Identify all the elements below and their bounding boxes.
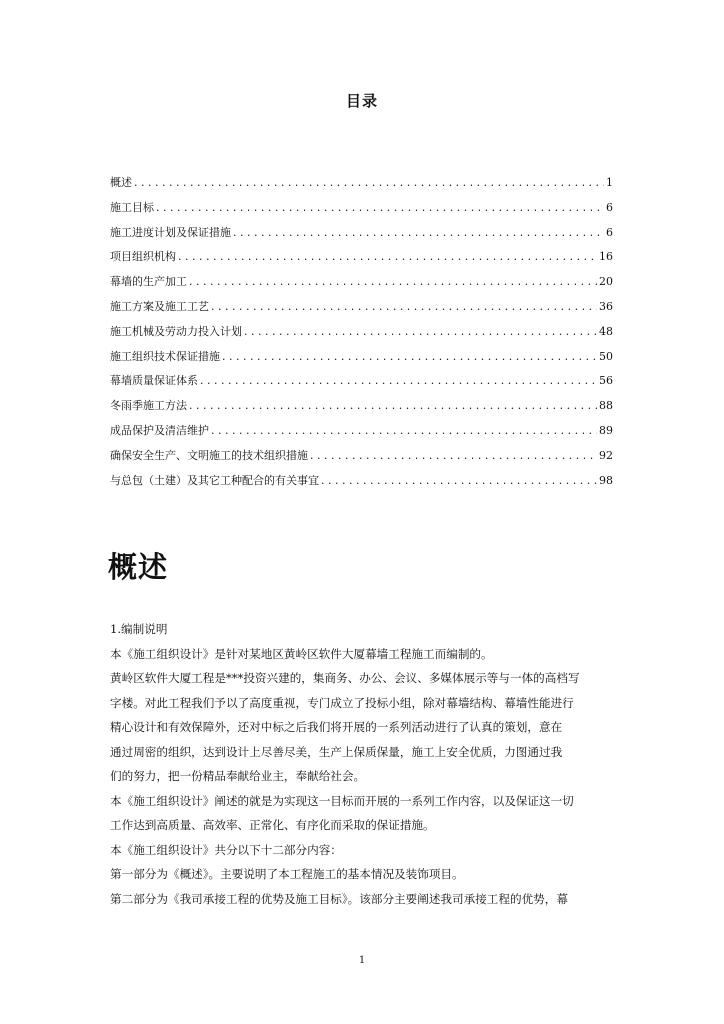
toc-entry-page: 16 (599, 250, 613, 264)
toc-leader-dots (156, 200, 604, 216)
toc-leader-dots (134, 175, 604, 191)
subheading: 1.编制说明 (110, 622, 168, 636)
toc-entry-page: 89 (599, 423, 613, 437)
body-line: 本《施工组织设计》阐述的就是为实现这一目标而开展的一系列工作内容，以及保证这一切 (110, 793, 574, 808)
body-line: 本《施工组织设计》共分以下十二部分内容： (110, 842, 342, 857)
body-line: 工作达到高质量、高效率、正常化、有序化而采取的保证措施。 (110, 818, 435, 832)
toc-leader-dots (244, 324, 597, 340)
toc-leader-dots (310, 448, 597, 464)
table-of-contents (110, 175, 613, 497)
toc-entry[interactable] (110, 473, 613, 498)
body-line: 通过周密的组织，达到设计上尽善尽美，生产上保质保量，施工上安全优质，力图通过我 (110, 744, 563, 759)
toc-leader-dots (200, 373, 597, 389)
toc-entry-label: 确保安全生产、文明施工的技术组织措施 (110, 448, 308, 462)
toc-leader-dots (211, 299, 597, 315)
toc-entry[interactable] (110, 175, 613, 200)
toc-entry-label: 概述 (110, 176, 132, 189)
toc-entry[interactable] (110, 249, 613, 274)
toc-entry-page: 1 (606, 176, 613, 189)
toc-leader-dots (211, 423, 597, 439)
toc-entry-label: 成品保护及清洁维护 (110, 423, 209, 437)
toc-entry-label: 施工组织技术保证措施 (110, 349, 220, 363)
toc-entry-label: 施工目标 (110, 200, 154, 214)
section-heading: 概述 (108, 550, 169, 584)
body-line: 黄岭区软件大厦工程是***投资兴建的，集商务、办公、会议、多媒体展示等与一体的高档写 (110, 671, 580, 685)
toc-entry[interactable] (110, 200, 613, 225)
toc-entry-page: 56 (599, 374, 613, 388)
toc-entry-label: 施工机械及劳动力投入计划 (110, 324, 242, 338)
toc-entry-page: 92 (599, 448, 613, 462)
toc-entry-label: 项目组织机构 (110, 250, 176, 264)
body-line: 第一部分为《概述》。主要说明了本工程施工的基本情况及装饰项目。 (110, 867, 464, 881)
section-body (110, 617, 616, 911)
toc-leader-dots (233, 225, 604, 241)
toc-leader-dots (321, 473, 597, 489)
toc-entry[interactable] (110, 274, 613, 299)
toc-entry[interactable] (110, 349, 613, 374)
toc-leader-dots (222, 349, 597, 365)
toc-entry[interactable] (110, 324, 613, 349)
toc-entry-page: 98 (599, 473, 613, 487)
toc-entry-label: 施工进度计划及保证措施 (110, 225, 231, 239)
toc-entry[interactable] (110, 225, 613, 250)
toc-leader-dots (189, 274, 597, 290)
toc-title: 目录 (345, 92, 378, 110)
toc-entry[interactable] (110, 448, 613, 473)
page-number: 1 (358, 955, 366, 966)
toc-entry-label: 冬雨季施工方法 (110, 399, 187, 413)
body-line: 字楼。对此工程我们予以了高度重视，专门成立了投标小组，除对幕墙结构、幕墙性能进行 (110, 695, 574, 710)
body-line: 精心设计和有效保障外，还对中标之后我们将开展的一系列活动进行了认真的策划，意在 (110, 720, 563, 734)
toc-leader-dots (178, 249, 597, 265)
toc-entry-label: 与总包（土建）及其它工种配合的有关事宜 (110, 473, 319, 487)
toc-leader-dots (189, 398, 597, 414)
toc-entry-page: 36 (599, 299, 613, 313)
toc-entry-page: 48 (599, 324, 613, 338)
toc-entry-label: 幕墙的生产加工 (110, 275, 187, 289)
toc-entry-page: 50 (599, 349, 613, 363)
body-line: 们的努力，把一份精品奉献给业主，奉献给社会。 (110, 769, 366, 783)
toc-entry[interactable] (110, 398, 613, 423)
toc-entry-page: 6 (606, 225, 613, 239)
toc-entry[interactable] (110, 423, 613, 448)
body-line: 第二部分为《我司承接工程的优势及施工目标》。该部分主要阐述我司承接工程的优势，幕 (110, 891, 568, 906)
toc-entry-label: 幕墙质量保证体系 (110, 374, 198, 388)
toc-entry[interactable] (110, 373, 613, 398)
body-line: 本《施工组织设计》是针对某地区黄岭区软件大厦幕墙工程施工而编制的。 (110, 646, 493, 661)
toc-entry-page: 20 (599, 275, 613, 289)
toc-entry[interactable] (110, 299, 613, 324)
toc-entry-label: 施工方案及施工工艺 (110, 299, 209, 313)
toc-entry-page: 88 (599, 399, 613, 413)
toc-entry-page: 6 (606, 200, 613, 214)
